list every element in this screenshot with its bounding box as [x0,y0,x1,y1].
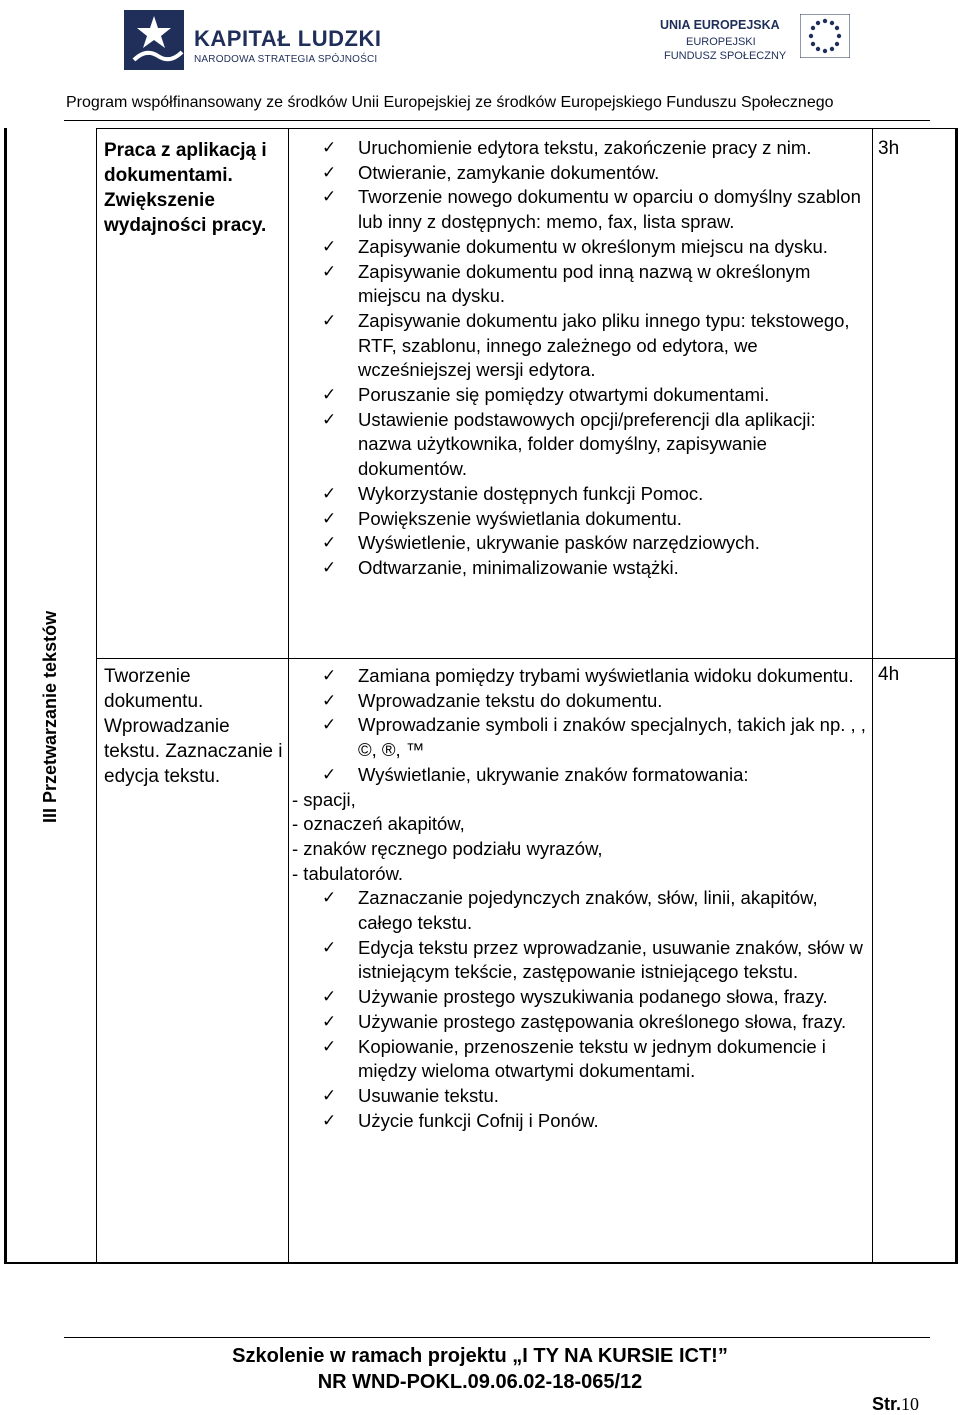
checkmark-icon: ✓ [322,1110,337,1130]
checkmark-icon: ✓ [322,1036,337,1056]
module-title: III Przetwarzanie tekstów [40,610,60,823]
checkmark-icon: ✓ [322,666,337,685]
column-divider [96,128,97,1264]
kapital-ludzki-logo [120,8,380,76]
list-item: ✓ Tworzenie nowego dokumentu w oparciu o domyślny szablon lub inny z dostępnych: memo, fax, lista spraw. [322,186,861,233]
sub-item: - oznaczeń akapitów, [292,813,465,835]
checkmark-icon: ✓ [322,888,337,908]
checkmark-icon: ✓ [322,310,337,330]
checkmark-icon: ✓ [322,1011,337,1031]
topic-cell: Praca z aplikacją i dokumentami. Zwiększenie wydajności pracy. [104,140,267,236]
page-number: Str.10 [872,1394,920,1414]
checkmark-icon: ✓ [322,987,337,1007]
eu-name: UNIA EUROPEJSKA [660,18,780,32]
column-divider [288,128,289,1264]
header-divider [64,120,930,121]
list-item: ✓ Wprowadzanie symboli i znaków specjalnych, takich jak np. , , ©, ®, ™ [322,714,866,761]
list-item: ✓ Używanie prostego wyszukiwania podanego słowa, frazy. [292,985,872,1010]
footer-project-title: Szkolenie w ramach projektu „I TY NA KURSIE ICT!” [232,1345,728,1367]
list-item: ✓ Ustawienie podstawowych opcji/preferencji dla aplikacji: nazwa użytkownika, folder domyślny, zapisywanie dokumentów. [322,408,816,480]
special-symbols: ©, ®, ™ [358,739,425,761]
checkmark-icon: ✓ [322,261,337,281]
list-item: ✓ Zapisywanie dokumentu jako pliku innego typu: tekstowego, RTF, szablonu, innego zależnego od edytora, we wcześniejszej wersji edytora. [322,309,850,381]
footer-project-number: NR WND-POKL.09.06.02-18-065/12 [317,1371,643,1393]
list-item: ✓ Kopiowanie, przenoszenie tekstu w jednym dokumencie i między wieloma otwartymi dokumentami. [322,1035,826,1082]
row-divider [96,658,958,659]
checkmark-icon: ✓ [322,409,337,429]
checkmark-icon: ✓ [322,1085,337,1105]
sub-item: - znaków ręcznego podziału wyrazów, [292,837,603,859]
hours-cell: 4h [878,664,900,685]
checkmark-icon: ✓ [322,937,337,957]
checkmark-icon: ✓ [322,764,337,784]
checkmark-icon: ✓ [322,508,337,528]
list-item: ✓ Użycie funkcji Cofnij i Ponów. [292,1109,872,1134]
program-statement: Program współfinansowany ze środków Unii Europejskiej ze środków Europejskiego Funduszu Społecznego [66,94,834,111]
hours-cell: 3h [878,138,900,159]
checkmark-icon: ✓ [322,385,337,405]
checkmark-icon: ✓ [322,187,337,207]
topic-cell: Tworzenie dokumentu. Wprowadzanie tekstu. Zaznaczanie i edycja tekstu. [104,666,283,787]
list-item: ✓ Wprowadzanie tekstu do dokumentu. [292,689,872,714]
kapital-ludzki-title: KAPITAŁ LUDZKI [194,26,382,51]
list-item: ✓ Powiększenie wyświetlania dokumentu. [292,507,872,532]
checkmark-icon: ✓ [322,690,337,710]
list-item: ✓ Otwieranie, zamykanie dokumentów. [292,161,872,186]
list-item: ✓ Zapisywanie dokumentu pod inną nazwą w określonym miejscu na dysku. [322,260,811,307]
items-cell [292,136,872,581]
eu-fund-line2: FUNDUSZ SPOŁECZNY [664,50,787,62]
list-item: ✓ Zaznaczanie pojedynczych znaków, słów, linii, akapitów, całego tekstu. [322,887,818,934]
list-item: ✓ Wyświetlanie, ukrywanie znaków formatowania: [292,763,872,788]
eu-flag-icon [800,14,850,58]
list-item: ✓ Zamiana pomiędzy trybami wyświetlania widoku dokumentu. [292,664,872,689]
sub-item: - tabulatorów. [292,862,404,884]
list-item: ✓ Wyświetlenie, ukrywanie pasków narzędziowych. [292,531,872,556]
list-item: ✓ Wykorzystanie dostępnych funkcji Pomoc. [292,482,872,507]
checkmark-icon: ✓ [322,236,337,256]
sub-item: - spacji, [292,788,356,810]
column-divider [872,128,873,1264]
row-divider [96,128,958,129]
checkmark-icon: ✓ [322,533,337,553]
items-cell [292,664,872,1133]
list-item: ✓ Edycja tekstu przez wprowadzanie, usuwanie znaków, słów w istniejącym tekście, zastępowanie istniejącego tekstu. [322,936,863,983]
checkmark-icon: ✓ [322,483,337,503]
list-item: ✓ Zapisywanie dokumentu w określonym miejscu na dysku. [292,235,872,260]
list-item: ✓ Poruszanie się pomiędzy otwartymi dokumentami. [292,383,872,408]
checkmark-icon: ✓ [322,715,337,735]
list-item: ✓ Odtwarzanie, minimalizowanie wstążki. [292,556,872,581]
list-item: ✓ Używanie prostego zastępowania określonego słowa, frazy. [292,1010,872,1035]
eu-fund-line1: EUROPEJSKI [686,36,756,48]
list-item: ✓ Usuwanie tekstu. [292,1084,872,1109]
footer-divider [64,1337,930,1338]
checkmark-icon: ✓ [322,557,337,577]
kapital-ludzki-emblem-icon [120,8,188,72]
checkmark-icon: ✓ [322,162,337,182]
list-item: ✓ Uruchomienie edytora tekstu, zakończenie pracy z nim. [292,136,872,161]
kapital-ludzki-subtitle: NARODOWA STRATEGIA SPÓJNOŚCI [194,54,378,65]
checkmark-icon: ✓ [322,138,337,157]
